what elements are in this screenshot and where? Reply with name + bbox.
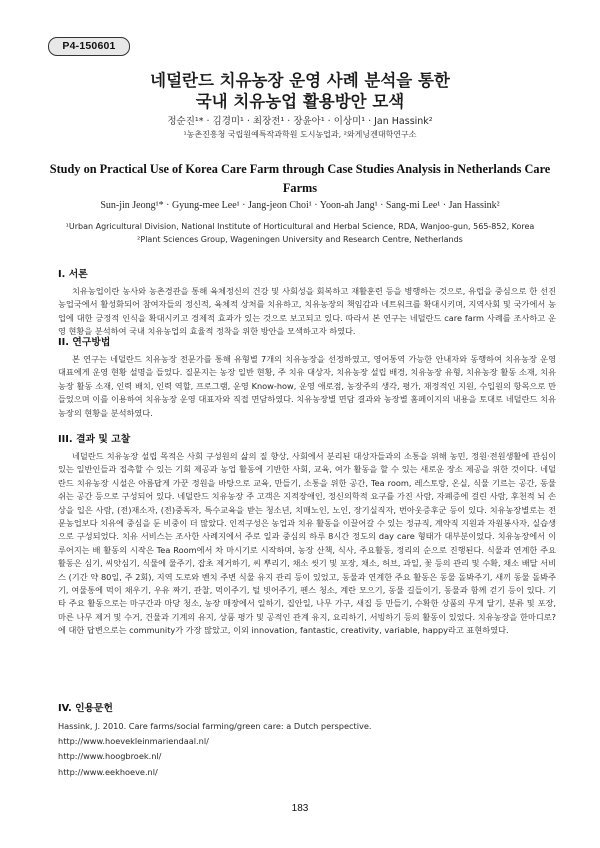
title-en: Study on Practical Use of Korea Care Farm through Case Studies Analysis in Netherlands Care Farms — [49, 162, 551, 195]
reference-link[interactable]: http://www.hoevekleinmariendaal.nl/ — [58, 736, 209, 747]
title-kr-line-1: 네덜란드 치유농장 운영 사례 분석을 통한 — [150, 71, 450, 90]
reference-link[interactable]: http://www.hoogbroek.nl/ — [58, 751, 162, 762]
title-kr-line-2: 국내 치유농업 활용방안 모색 — [195, 92, 405, 111]
section-body: 네덜란드 치유농장 설립 목적은 사회 구성원의 삶의 질 향상, 사회에서 분리된 대상자들과의 소통을 위해 농민, 정원·전원생활에 관심이 있는 일반인들과 접촉할 수 있는 기회 제공과 농업 활동에 기반한 사회, 교육, 여가 활동을 할 수 있는 새로운 장소 제공을 위한 것이다. 네덜란드 치유농장 시설은 아름답게 가꾼 정원을 바탕으로 교육, 만들기, 소통을 위한 공간, Tea room, 레스토랑, 온실, 식물 기르는 공간, 동물 쉬는 공간 등으로 구성되어 있다. 네덜란드 치유농장 주 고객은 지적장애인, 정신의학적 요구를 가진 사람, 자폐증에 걸린 사람, 후천적 뇌 손상을 입은 사람, (전)재소자, (전)중독자, 특수교육을 받는 청소년, 치매노인, 노인, 장기실직자, 번아웃증후군 등이 있다. 치유농장별로는 전문농업보다 치유에 중심을 둔 비중이 더 많았다. 인적구성은 농업과 치유 활동을 이끌어갈 수 있는 정규직, 계약직 지원과 자원봉사자, 실습생으로 구성되었다. 치유 서비스는 조사한 사례지에서 주로 일과 중심의 하루 8시간 정도의 day care 형태가 대부분이었다. 치유농장에서 이루어지는 배 활동의 시작은 Tea Room에서 차 마시기로 시작하며, 농장 산책, 식사, 주요활동, 정리의 순으로 진행된다. 식물과 연계한 주요 활동은 심기, 씨앗심기, 식물에 물주기, 잡초 제거하기, 씨 뿌리기, 채소 씻기 및 포장, 채소, 허브, 과일, 꽃 등의 관리 및 수확, 채소 배달 서비스 (기간 약 80일, 주 2회), 지역 도로와 벤치 주변 식물 유지 관리 등이 있었고, 동물과 연계한 주요 활동은 동물 돌봐주기, 새끼 동물 돌봐주기, 여물통에 먹이 채우기, 우유 짜기, 관찰, 먹이주기, 털 빗어주기, 펜스 청소, 계란 모으기, 동물 길들이기, 동물과 함께 걷기 등이 있다. 기타 주요 활동으로는 마구간과 마당 청소, 농장 매장에서 일하기, 집안일, 나무 가구, 새집 등 만들기, 수확한 상품의 무게 달기, 분류 및 포장, 마른 나무 제거 및 수거, 건물과 기계의 유지, 상품 평가 및 공적인 관계 유지, 요리하기, 서빙하기 등의 활동이 있었다. 치유농장을 한마디로? 에 대한 답변으로는 community가 가장 많았고, 이외 innovation, fantastic, creativity, variable, happy라고 표현하였다. — [58, 451, 556, 636]
reference-link[interactable]: http://www.eekhoeve.nl/ — [58, 766, 158, 777]
section-heading: IV. 인용문헌 — [58, 703, 113, 714]
affiliations-en — [0, 220, 600, 246]
section-body: 치유농업이란 농사와 농촌경관을 통해 육체정신의 건강 및 사회성을 회복하고 재활훈련 등을 병행하는 것으로, 유럽을 중심으로 한 선진농업국에서 활성화되어 참여자들의 정신적, 육체적 상처를 치유하고, 치유농장의 책임감과 네트워크를 확대시키며, 지역사회 및 국가에서 농업에 대한 긍정적 인식을 확대시키고 경제적 효과가 있는 것으로 보고되고 있다. 따라서 본 연구는 네덜란드 care farm 사례를 조사하고 운영 현황을 분석하여 국내 치유농업의 효율적 정착을 위한 방안을 모색하고자 하였다. — [58, 286, 556, 337]
affiliations-kr: ¹농촌진흥청 국립원예특작과학원 도시농업과, ²와게닝겐대학연구소 — [183, 130, 417, 139]
authors-en: Sun-jin Jeong¹* · Gyung-mee Lee¹ · Jang-jeon Choi¹ · Yoon-ah Jang¹ · Sang-mi Lee¹ · Jan Hassink² — [100, 200, 500, 211]
section-methods — [58, 334, 556, 420]
section-heading: III. 결과 및 고찰 — [58, 434, 131, 445]
section-heading: I. 서론 — [58, 269, 88, 280]
authors-kr: 정순진¹* · 김경미¹ · 최장전¹ · 장윤아¹ · 이상미¹ · Jan Hassink² — [167, 116, 433, 127]
section-heading: II. 연구방법 — [58, 337, 111, 348]
affiliation-en-1: ¹Urban Agricultural Division, National Institute of Horticultural and Herbal Science, RDA, Wanjoo-gun, 565-852, Korea — [65, 222, 535, 231]
page-number: 183 — [291, 803, 309, 814]
poster-id-badge: P4-150601 — [48, 37, 130, 56]
section-body: 본 연구는 네덜란드 치유농장 전문가를 통해 유형별 7개의 치유농장을 선정하였고, 영어통역 가능한 안내자와 동행하여 치유농장 운영 대표에게 운영 현황 설명을 들었다. 질문지는 농장 일반 현황, 주 치유 대상자, 치유농장 설립 배경, 치유농장 유형, 치유농장 활동 소재, 치유농장 활동 소재, 인력 배치, 인력 역할, 프로그램, 운영 Know-how, 운영 애로점, 농장주의 생각, 평가, 재정적인 지원, 수입원의 항목으로 만들었으며 이를 이용하여 치유농장 운영 대표자와 직접 면담하였다. 치유농장별 면담 결과와 농장별 홈페이지의 내용을 토대로 네덜란드 치유농장의 현황을 분석하였다. — [58, 354, 556, 418]
section-results — [58, 431, 556, 638]
affiliation-en-2: ²Plant Sciences Group, Wageningen University and Research Centre, Netherlands — [137, 235, 463, 244]
section-references — [58, 700, 556, 780]
reference-item: Hassink, J. 2010. Care farms/social farming/green care: a Dutch perspective. — [58, 721, 372, 731]
section-introduction — [58, 266, 556, 339]
